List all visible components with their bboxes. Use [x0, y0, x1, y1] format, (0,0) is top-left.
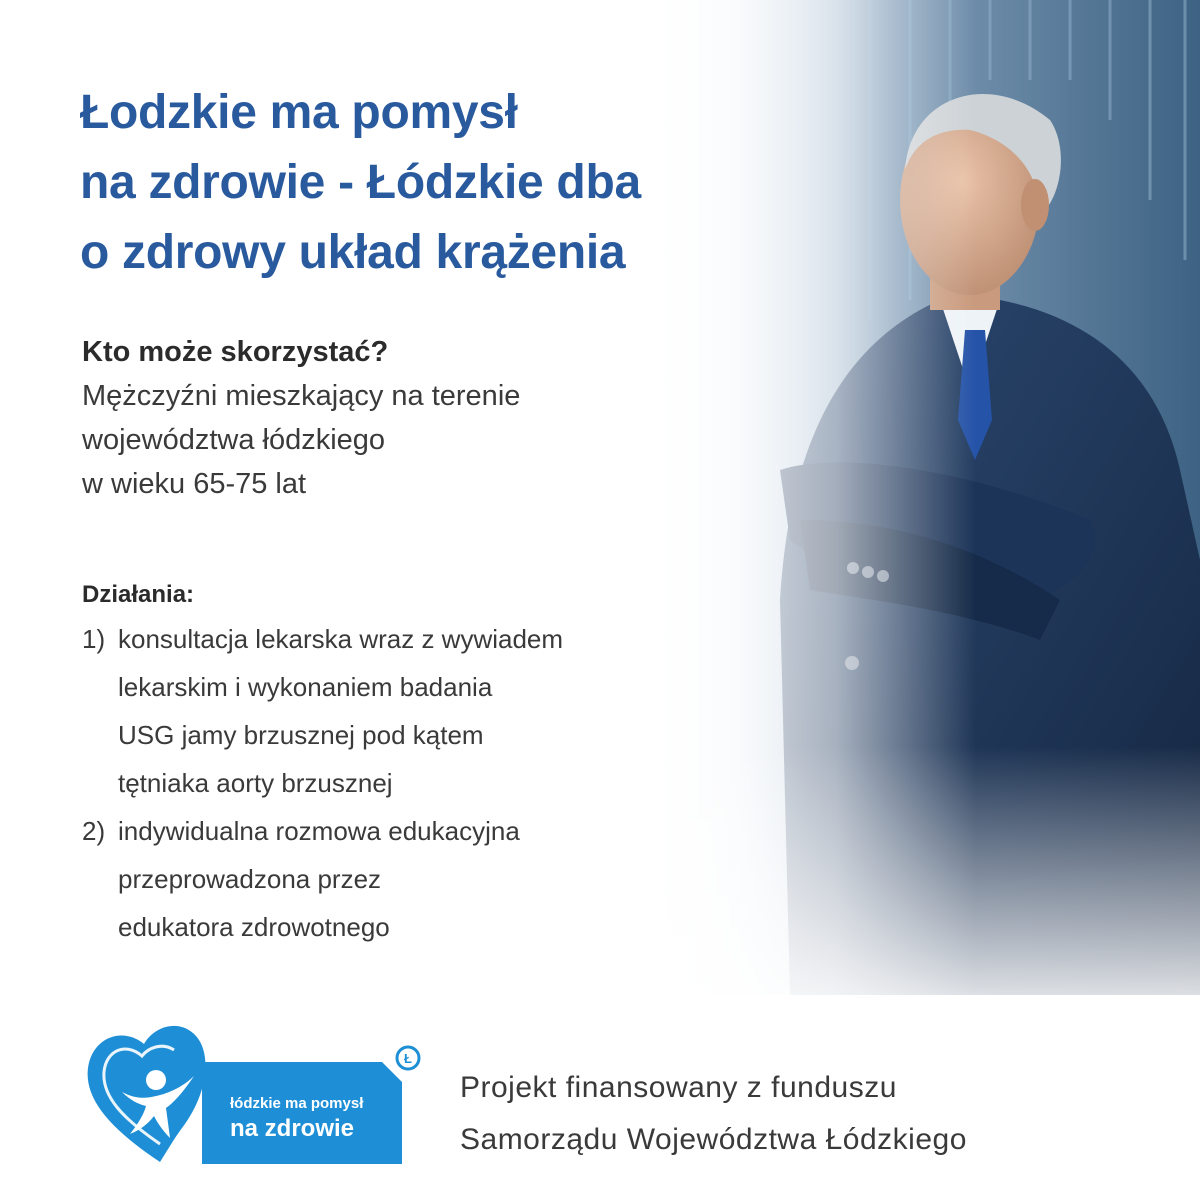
action-number: 2)	[82, 816, 106, 846]
action-number: 1)	[82, 624, 106, 654]
actions-heading: Działania:	[82, 581, 195, 608]
action-line: USG jamy brzusznej pod kątem	[118, 720, 484, 750]
logo-text-line-1: łódzkie ma pomysł	[230, 1095, 364, 1112]
action-item-2	[82, 807, 722, 855]
heart-logo-icon	[82, 1020, 422, 1170]
funding-note	[460, 1062, 1180, 1166]
action-line: konsultacja lekarska wraz z wywiadem	[118, 624, 564, 654]
eligibility-line: Mężczyźni mieszkający na terenie	[82, 380, 521, 412]
funding-line-2: Samorządu Województwa Łódzkiego	[460, 1123, 967, 1156]
funding-line-1: Projekt finansowany z funduszu	[460, 1071, 897, 1104]
title-line-2: na zdrowie - Łódzkie dba	[80, 156, 641, 209]
action-line: indywidualna rozmowa edukacyjna	[118, 816, 520, 846]
eligibility-section	[82, 330, 722, 506]
action-item-1	[82, 615, 722, 663]
actions-section	[82, 575, 722, 951]
program-logo	[82, 1020, 422, 1170]
action-line: tętniaka aorty brzusznej	[118, 768, 393, 798]
title-line-3: o zdrowy układ krążenia	[80, 226, 626, 279]
action-line: przeprowadzona przez	[118, 864, 382, 894]
action-line: edukatora zdrowotnego	[118, 912, 390, 942]
eligibility-line: w wieku 65-75 lat	[82, 468, 307, 500]
eligibility-line: województwa łódzkiego	[82, 424, 386, 456]
action-line: lekarskim i wykonaniem badania	[118, 672, 493, 702]
logo-text-line-2: na zdrowie	[230, 1115, 355, 1142]
page-title	[80, 78, 840, 288]
logo-badge: Ł	[404, 1051, 412, 1066]
eligibility-heading: Kto może skorzystać?	[82, 336, 389, 368]
title-line-1: Łodzkie ma pomysł	[80, 86, 518, 139]
